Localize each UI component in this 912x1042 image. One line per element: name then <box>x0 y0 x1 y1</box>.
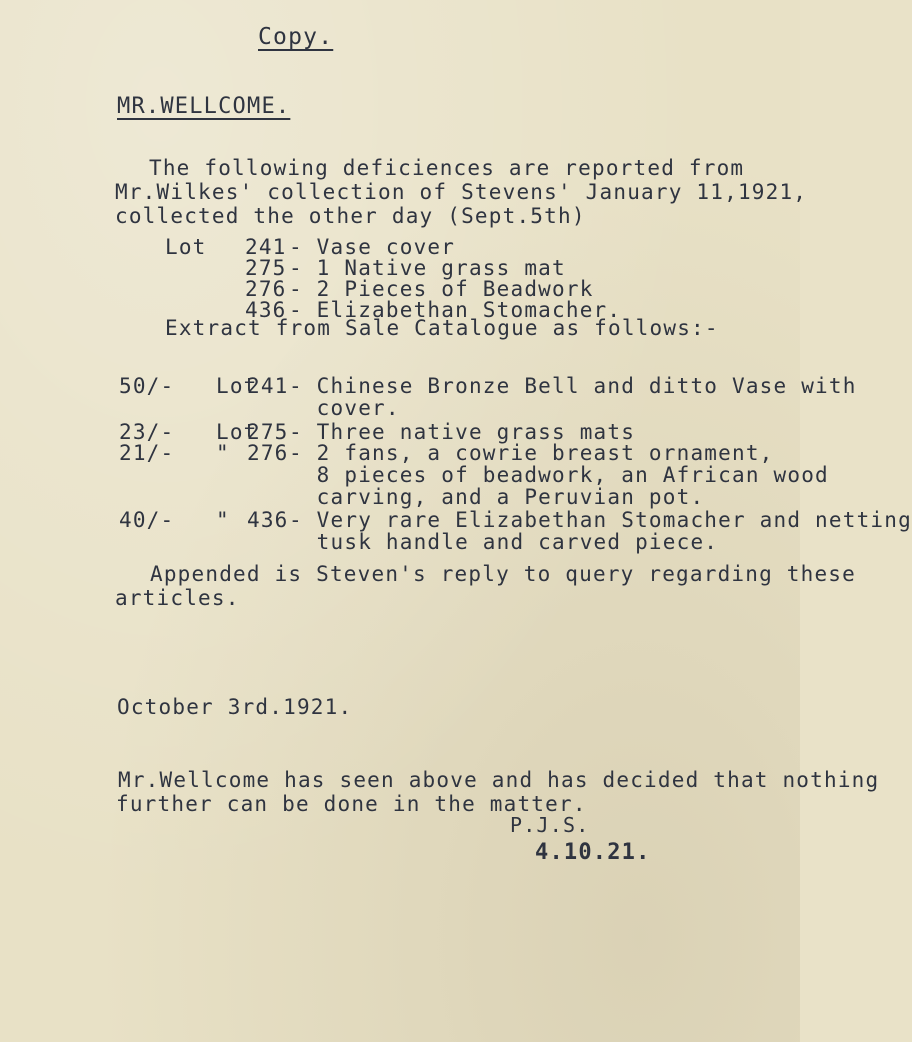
deficiency-lot-number: 241 <box>245 235 287 259</box>
catalogue-lot-number: 276 <box>247 441 289 465</box>
catalogue-price: 50/- <box>119 374 175 398</box>
signature-date: 4.10.21. <box>535 840 651 865</box>
catalogue-price: 21/- <box>119 441 175 465</box>
catalogue-description: - 2 fans, a cowrie breast ornament, <box>289 441 774 465</box>
document-title: Copy. <box>258 24 334 50</box>
catalogue-lot-number: 241 <box>247 374 289 398</box>
memo-date: October 3rd.1921. <box>117 695 353 719</box>
deficiency-description: - 2 Pieces of Beadwork <box>289 277 594 301</box>
deficiency-lot-number: 275 <box>245 256 287 280</box>
deficiency-lot-number: 276 <box>245 277 287 301</box>
deficiency-description: - 1 Native grass mat <box>289 256 566 280</box>
intro-line-3: collected the other day (Sept.5th) <box>115 204 586 228</box>
catalogue-description: tusk handle and carved piece. <box>289 530 719 554</box>
catalogue-lot-label: Lot <box>216 374 258 398</box>
catalogue-description: - Chinese Bronze Bell and ditto Vase with <box>289 374 857 398</box>
catalogue-lot-label: Lot <box>216 420 258 444</box>
catalogue-description: 8 pieces of beadwork, an African wood <box>289 463 829 487</box>
deficiency-lot-number: 436 <box>245 298 287 322</box>
extract-heading: Extract from Sale Catalogue as follows:- <box>165 316 719 340</box>
catalogue-lot-label: " <box>216 508 230 532</box>
closing-line-1: Mr.Wellcome has seen above and has decided that nothing <box>118 768 880 792</box>
catalogue-lot-label: " <box>216 441 230 465</box>
catalogue-description: - Three native grass mats <box>289 420 636 444</box>
catalogue-description: - Very rare Elizabethan Stomacher and netting <box>289 508 912 532</box>
deficiency-lot-label: Lot <box>165 235 207 259</box>
signature-initials: P.J.S. <box>510 813 590 837</box>
appended-note-line-2: articles. <box>115 586 240 610</box>
addressee: MR.WELLCOME. <box>117 94 291 119</box>
deficiency-description: - Vase cover <box>289 235 456 259</box>
intro-line-2: Mr.Wilkes' collection of Stevens' January 11,1921, <box>115 180 808 204</box>
intro-line-1: The following deficiences are reported from <box>149 156 745 180</box>
closing-line-2: further can be done in the matter. <box>116 792 587 816</box>
catalogue-price: 40/- <box>119 508 175 532</box>
catalogue-description: carving, and a Peruvian pot. <box>289 485 705 509</box>
deficiency-description: - Elizabethan Stomacher. <box>289 298 622 322</box>
appended-note-line-1: Appended is Steven's reply to query regarding these <box>150 562 856 586</box>
catalogue-price: 23/- <box>119 420 175 444</box>
catalogue-description: cover. <box>289 396 400 420</box>
catalogue-lot-number: 436 <box>247 508 289 532</box>
catalogue-lot-number: 275 <box>247 420 289 444</box>
